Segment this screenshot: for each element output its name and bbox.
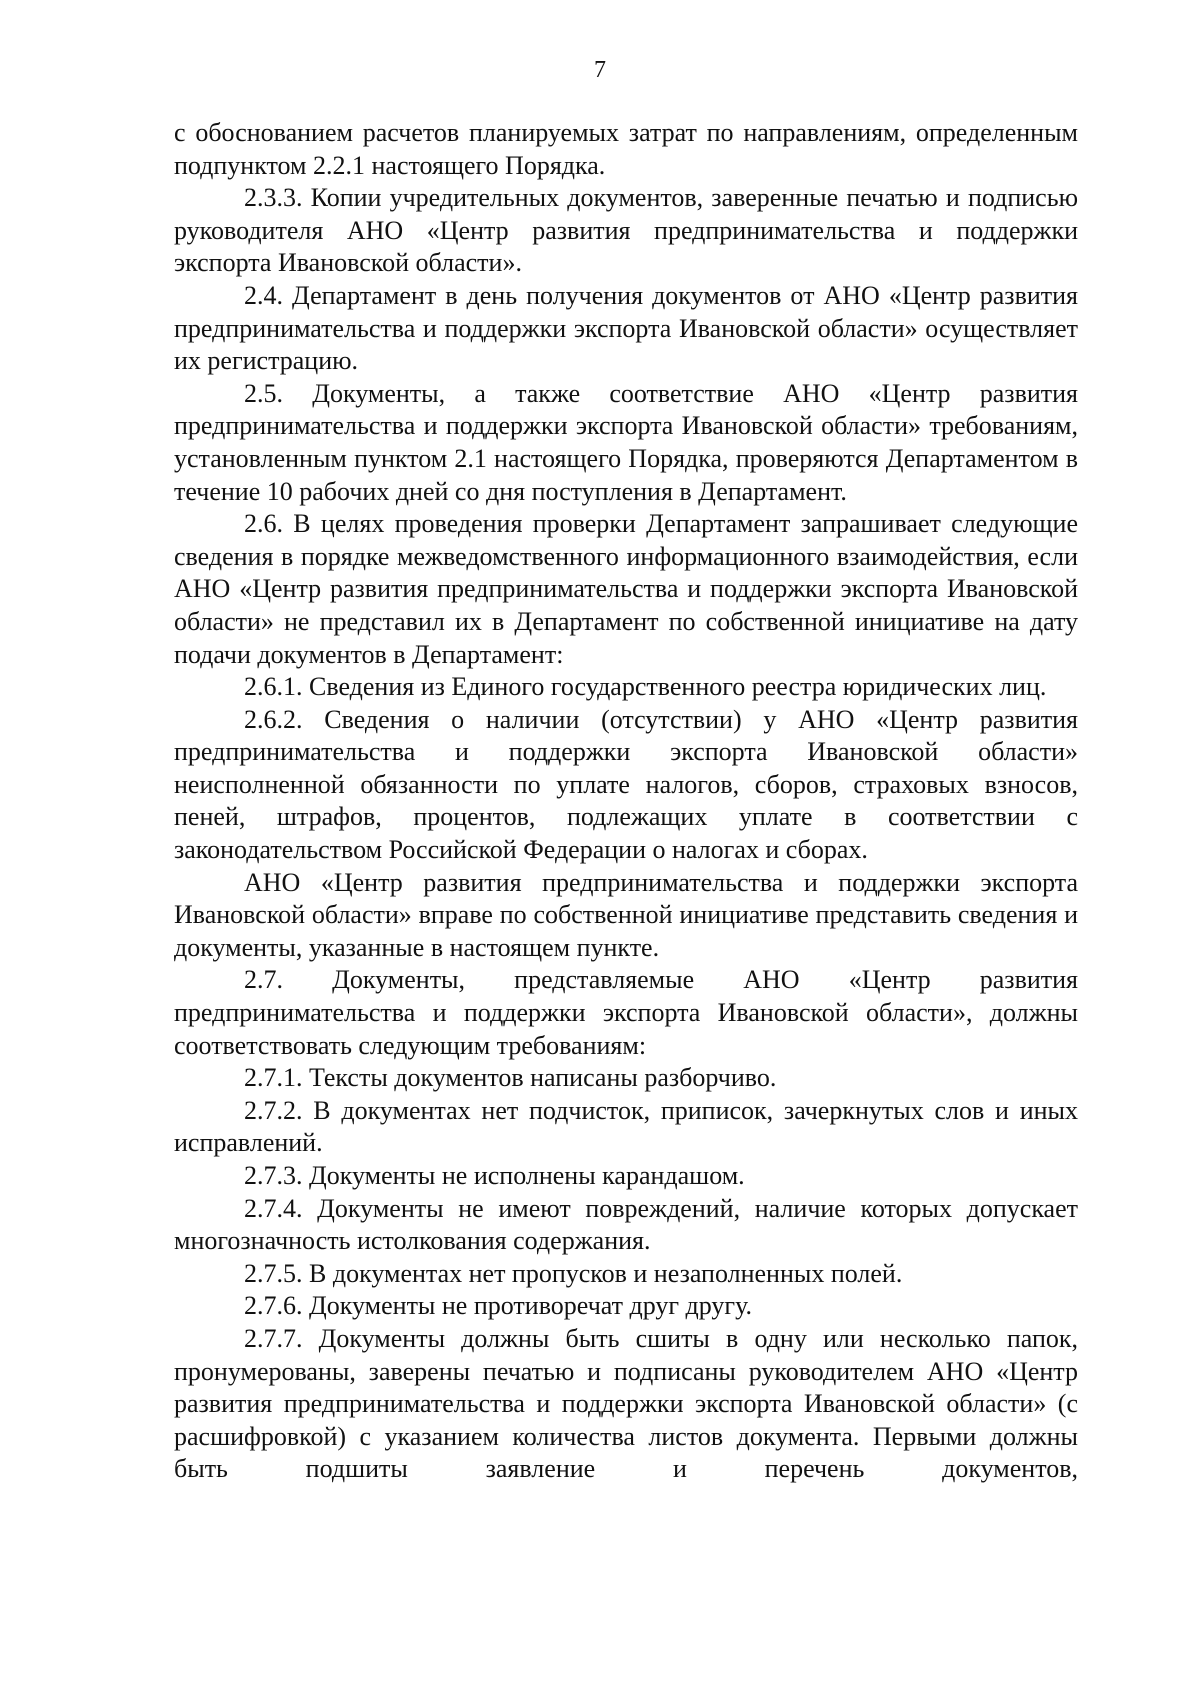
- paragraph: 2.7.2. В документах нет подчисток, приписок, зачеркнутых слов и иных исправлений.: [174, 1095, 1078, 1158]
- document-body: [174, 117, 1078, 1486]
- paragraph: 2.4. Департамент в день получения документов от АНО «Центр развития предпринимательства и поддержки экспорта Ивановской области» осуществляет их регистрацию.: [174, 280, 1078, 376]
- paragraph: 2.7. Документы, представляемые АНО «Центр развития предпринимательства и поддержки экспорта Ивановской области», должны соответствовать следующим требованиям:: [174, 965, 1078, 1060]
- paragraph: 2.7.3. Документы не исполнены карандашом.: [244, 1161, 745, 1190]
- paragraph: 2.7.1. Тексты документов написаны разборчиво.: [244, 1063, 777, 1093]
- paragraph: 2.5. Документы, а также соответствие АНО «Центр развития предпринимательства и поддержки экспорта Ивановской области» требованиям, установленным пунктом 2.1 настоящего Порядка, проверяются Департаментом в течение 10 рабочих дней со дня поступления в Департамент.: [174, 378, 1078, 506]
- paragraph: 2.6. В целях проведения проверки Департамент запрашивает следующие сведения в порядке межведомственного информационного взаимодействия, если АНО «Центр развития предпринимательства и поддержки экспорта Ивановской области» не представил их в Департамент по собственной инициативе на дату подачи документов в Департамент:: [174, 509, 1078, 669]
- paragraph: 2.6.2. Сведения о наличии (отсутствии) у АНО «Центр развития предпринимательства и поддержки экспорта Ивановской области» неисполненной обязанности по уплате налогов, сборов, страховых взносов, пеней, штрафов, процентов, подлежащих уплате в соответствии с законодательством Российской Федерации о налогах и сборах.: [174, 704, 1078, 865]
- paragraph: 2.7.4. Документы не имеют повреждений, наличие которых допускает многозначность истолкования содержания.: [174, 1193, 1078, 1256]
- paragraph: 2.6.1. Сведения из Единого государственного реестра юридических лиц.: [244, 672, 1047, 702]
- paragraph: 2.7.7. Документы должны быть сшиты в одну или несколько папок, пронумерованы, заверены печатью и подписаны руководителем АНО «Центр развития предпринимательства и поддержки экспорта Ивановской области» (с расшифровкой) с указанием количества листов документа. Первыми должны быть подшиты заявление и перечень документов,: [174, 1323, 1078, 1484]
- paragraph: 2.7.6. Документы не противоречат друг другу.: [244, 1291, 752, 1321]
- page-number: 7: [594, 57, 606, 83]
- paragraph: АНО «Центр развития предпринимательства и поддержки экспорта Ивановской области» вправе по собственной инициативе представить сведения и документы, указанные в настоящем пункте.: [174, 867, 1078, 962]
- paragraph: 2.3.3. Копии учредительных документов, заверенные печатью и подписью руководителя АНО «Центр развития предпринимательства и поддержки экспорта Ивановской области».: [174, 183, 1078, 278]
- paragraph: 2.7.5. В документах нет пропусков и незаполненных полей.: [244, 1258, 903, 1288]
- paragraph: с обоснованием расчетов планируемых затрат по направлениям, определенным подпунктом 2.2.1 настоящего Порядка.: [174, 118, 1078, 180]
